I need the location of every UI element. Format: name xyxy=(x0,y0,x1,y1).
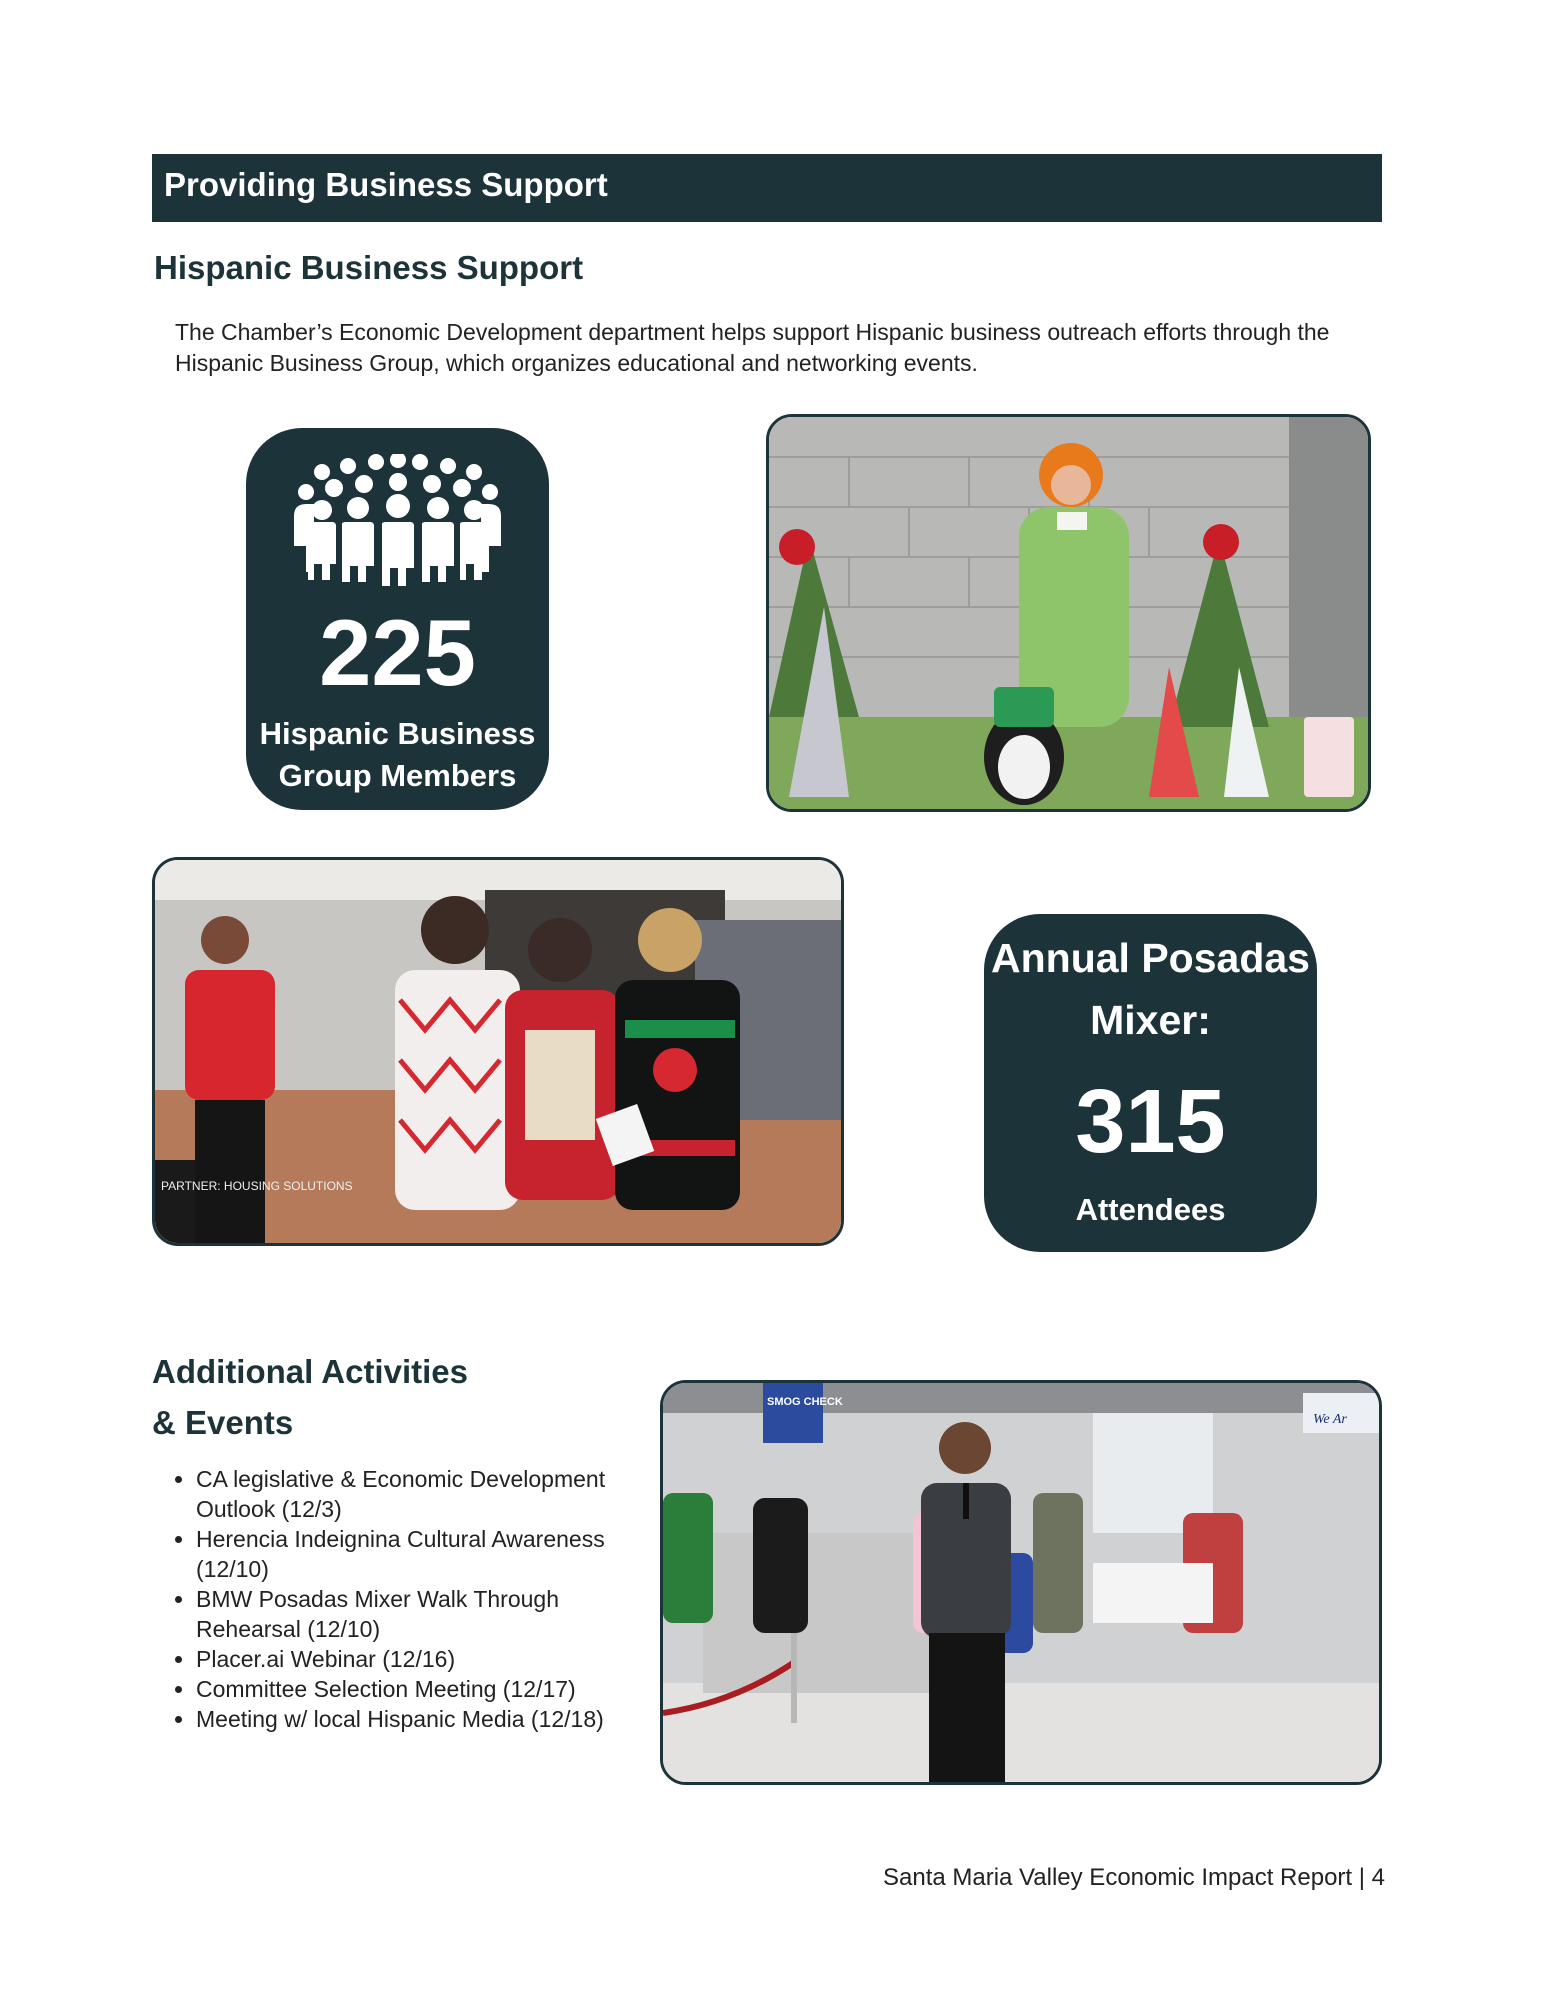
photo-speaker-event xyxy=(660,1380,1382,1785)
intro-paragraph: The Chamber’s Economic Development department helps support Hispanic business outreach efforts through the Hispanic Business Group, which organizes educational and networking events. xyxy=(175,319,1330,376)
banner-text: PARTNER: HOUSING SOLUTIONS xyxy=(161,1179,353,1193)
page-footer: Santa Maria Valley Economic Impact Report | 4 xyxy=(882,1864,1385,1891)
sign-text: SMOG CHECK xyxy=(767,1396,843,1408)
posadas-title-line1: Annual Posadas xyxy=(991,935,1310,981)
photo-elf-booth xyxy=(766,414,1371,812)
people-group-icon xyxy=(286,454,509,586)
posadas-title-line2: Mixer: xyxy=(1090,997,1211,1043)
list-item: • Meeting w/ local Hispanic Media (12/18) xyxy=(196,1704,622,1734)
posadas-label: Attendees xyxy=(1075,1192,1226,1227)
list-item: • Placer.ai Webinar (12/16) xyxy=(196,1644,622,1674)
members-label-line1: Hispanic Business xyxy=(259,716,536,751)
activities-heading-line1: Additional Activities xyxy=(152,1353,468,1390)
posadas-stat-card xyxy=(984,914,1317,1252)
members-count: 225 xyxy=(319,600,476,705)
members-stat-card xyxy=(246,428,549,810)
list-item: • Committee Selection Meeting (12/17) xyxy=(196,1674,622,1704)
wall-text: We Ar xyxy=(1313,1412,1347,1427)
activities-list xyxy=(152,1464,622,1734)
hispanic-support-heading: Hispanic Business Support xyxy=(154,249,584,286)
activities-list-wrapper xyxy=(152,1464,622,1734)
posadas-count: 315 xyxy=(1075,1072,1226,1172)
members-label-line2: Group Members xyxy=(278,758,517,793)
activities-heading-line2: & Events xyxy=(152,1404,294,1441)
section-title: Providing Business Support xyxy=(164,166,608,203)
photo-posadas-guests xyxy=(152,857,844,1246)
list-item: • CA legislative & Economic Development Outlook (12/3) xyxy=(196,1464,622,1524)
list-item: • Herencia Indeignina Cultural Awareness (12/10) xyxy=(196,1524,622,1584)
list-item: • BMW Posadas Mixer Walk Through Rehearsal (12/10) xyxy=(196,1584,622,1644)
